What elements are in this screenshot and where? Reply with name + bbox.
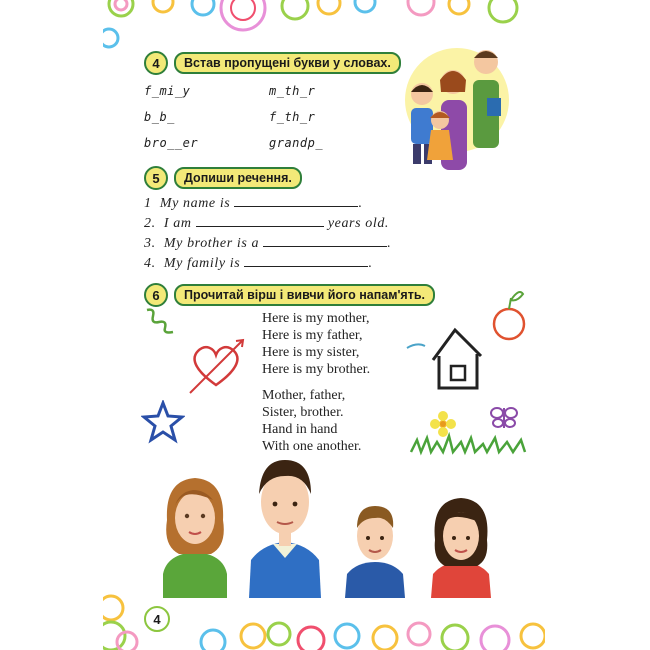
apple-doodle-icon <box>487 286 531 342</box>
sentence-1-end: . <box>358 196 363 211</box>
answer-blank-2[interactable] <box>196 215 324 227</box>
page-number: 4 <box>144 606 170 632</box>
sentence-1 <box>144 195 363 212</box>
sentence-2 <box>144 215 389 232</box>
poem-line: Here is my brother. <box>262 362 371 377</box>
sentence-4-number: 4. <box>144 256 156 271</box>
workbook-page <box>103 0 545 650</box>
word-grandpa: grandp_ <box>269 136 324 150</box>
poem-line: Here is my sister, <box>262 345 360 360</box>
task-5-number: 5 <box>144 166 168 190</box>
sentence-3-text: My brother is a <box>163 236 260 251</box>
word-family: f_mi_y <box>144 84 191 98</box>
family-illustration <box>395 40 515 175</box>
sentence-4-end: . <box>368 256 373 271</box>
poem-line: With one another. <box>262 439 362 454</box>
sentence-2-text: I am <box>163 216 192 231</box>
star-doodle-icon <box>141 400 185 444</box>
poem-line: Here is my mother, <box>262 311 370 326</box>
poem-line: Hand in hand <box>262 422 338 437</box>
sentence-3 <box>144 235 391 252</box>
sentence-2-number: 2. <box>144 216 156 231</box>
task-6-instruction: Прочитай вірш і вивчи його напам'ять. <box>174 284 435 306</box>
answer-blank-1[interactable] <box>234 195 358 207</box>
poem-line: Mother, father, <box>262 388 346 403</box>
answer-blank-4[interactable] <box>244 255 368 267</box>
sentence-4 <box>144 255 373 272</box>
poem <box>262 310 370 455</box>
sentence-2-end: years old. <box>327 216 390 231</box>
task-6-header <box>144 283 435 307</box>
task-6-number: 6 <box>144 283 168 307</box>
task-4-header <box>144 51 401 75</box>
sentence-1-text: My name is <box>159 196 231 211</box>
swirl-doodle-icon <box>143 306 183 336</box>
word-baby: b_b_ <box>144 110 175 124</box>
word-brother: bro__er <box>144 136 199 150</box>
poem-line: Sister, brother. <box>262 405 344 420</box>
heart-doodle-icon <box>186 335 246 397</box>
word-father: f_th_r <box>269 110 316 124</box>
task-4-instruction: Встав пропущені букви у словах. <box>174 52 401 74</box>
sentence-1-number: 1 <box>144 196 152 211</box>
task-5-header <box>144 166 302 190</box>
sentence-3-end: . <box>387 236 392 251</box>
poem-line: Here is my father, <box>262 328 363 343</box>
family-portraits-illustration <box>153 450 533 598</box>
butterfly-doodle-icon <box>488 400 520 434</box>
word-mother: m_th_r <box>269 84 316 98</box>
house-doodle-icon <box>403 322 493 394</box>
task-5-instruction: Допиши речення. <box>174 167 302 189</box>
answer-blank-3[interactable] <box>263 235 387 247</box>
sentence-4-text: My family is <box>163 256 241 271</box>
task-4-number: 4 <box>144 51 168 75</box>
sentence-3-number: 3. <box>144 236 156 251</box>
